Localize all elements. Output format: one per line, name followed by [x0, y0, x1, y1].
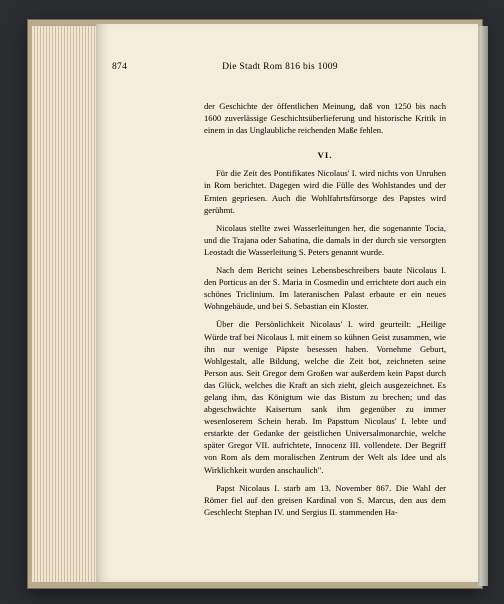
paragraph: Nach dem Bericht seines Lebensbeschreibers baute Nicolaus I. den Porticus an der S. Maria in Cosmedin und errichtete dort auch ein schönes Triclinium. Im lateranischen Palast erbaute er ein neues Wohngebäude, und bei S. Sebastian ein Kloster. — [204, 265, 446, 312]
body-text — [204, 100, 446, 518]
paragraph: Für die Zeit des Pontifikates Nicolaus' I. wird nichts von Unruhen in Rom berichtet. Dagegen wird die Fülle des Wohlstandes und der Ernten gepriesen. Auch die Wohlfahrtsfürsorge des Papstes wird gerühmt. — [204, 168, 446, 215]
paragraph: Papst Nicolaus I. starb am 13. November 867. Die Wahl der Römer fiel auf den greisen Kardinal von S. Marcus, den aus dem Geschlecht Stephan IV. und Sergius II. stammenden Ha- — [204, 482, 446, 517]
page-number: 874 — [112, 62, 128, 72]
page-edges — [32, 26, 97, 582]
paragraph: Über die Persönlichkeit Nicolaus' I. wird geurteilt: „Heilige Würde traf bei Nicolaus I. mit einem so kühnen Geist zusammen, wie ihn nur wenige Päpste besessen haben. Vornehme Geburt, Wohlgestalt, alle Bildung, welche die Zeit bot, zeichneten seine Person aus. Seit Gregor dem Großen war außerdem kein Papst durch das Glück, welches die Kraft an sich zieht, gleich ausgezeichnet. Es gelang ihm, das Königtum wie das Bistum zu brechen; und das abgeschwächte Kaisertum sank ihm gegenüber zu immer wesenloserem Schein herab. Im Papsttum Nicolaus' I. lebte und erstarkte der Gedanke der geistlichen Universalmonarchie, welche später Gregor VII. aufrichtete, Innocenz III. vollendete. Der Begriff von Rom als dem moralischen Zentrum der Welt als Idee und als Wirklichkeit wurden anschaulich". — [204, 319, 446, 475]
running-header — [112, 62, 448, 76]
paragraph: der Geschichte der öffentlichen Meinung, daß von 1250 bis nach 1600 zuverlässige Geschichtsüberlieferung und historische Kritik in einem in das Unglaubliche reichenden Maße fehlen. — [204, 101, 446, 136]
paragraph: Nicolaus stellte zwei Wasserleitungen her, die sogenannte Tocia, und die Trajana oder Sabatina, die damals in der durch sie versorgten Leostadt die Wasserleitung S. Peters genannt wurde. — [204, 222, 446, 257]
running-title: Die Stadt Rom 816 bis 1009 — [222, 62, 338, 72]
section-heading: VI. — [317, 150, 333, 161]
